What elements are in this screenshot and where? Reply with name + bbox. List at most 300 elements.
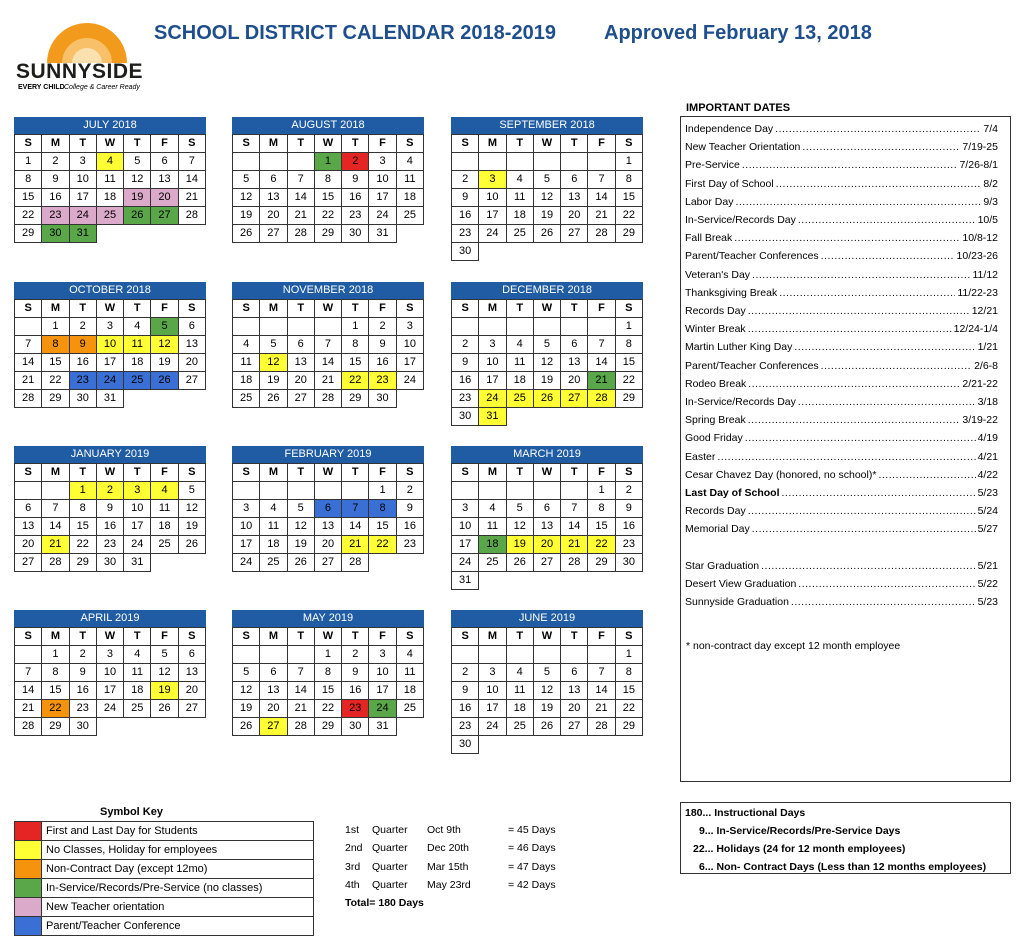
calendar-day: 1 [369, 482, 396, 500]
calendar-day: 10 [479, 354, 506, 372]
calendar-day: 20 [260, 207, 287, 225]
important-date-value: 12/24-1/4 [953, 323, 998, 336]
weekday-header: T [506, 628, 533, 646]
weekday-header: T [342, 300, 369, 318]
calendar-day: 19 [151, 354, 178, 372]
calendar-day: 4 [479, 500, 506, 518]
important-date-value: 5/27 [977, 523, 998, 536]
empty-day-cell [533, 318, 560, 336]
empty-day-cell [615, 572, 642, 590]
month-name: FEBRUARY 2019 [232, 446, 424, 463]
quarter-days: = 45 Days [508, 824, 556, 836]
calendar-day: 15 [314, 189, 341, 207]
calendar-day: 1 [615, 646, 642, 664]
month-name: MARCH 2019 [451, 446, 643, 463]
calendar-day: 7 [342, 500, 369, 518]
calendar-day: 11 [151, 500, 178, 518]
calendar-day: 17 [479, 372, 506, 390]
district-logo [14, 18, 146, 98]
important-date-label: Fall Break [685, 232, 733, 245]
weekday-header: S [178, 300, 205, 318]
empty-day-cell [561, 243, 588, 261]
month-name: JANUARY 2019 [14, 446, 206, 463]
calendar-day: 15 [369, 518, 396, 536]
weekday-header: T [287, 300, 314, 318]
weekday-header: S [15, 300, 42, 318]
calendar-day: 18 [96, 189, 123, 207]
weekday-header: S [15, 464, 42, 482]
empty-day-cell [561, 482, 588, 500]
calendar-day: 22 [615, 700, 642, 718]
weekday-header: W [314, 300, 341, 318]
calendar-day: 8 [314, 171, 341, 189]
calendar-day: 30 [69, 390, 96, 408]
dot-leader [798, 396, 976, 408]
calendar-day: 7 [588, 664, 615, 682]
calendar-day: 13 [260, 682, 287, 700]
important-date-row [685, 266, 1006, 284]
empty-day-cell [533, 153, 560, 171]
calendar-day: 3 [233, 500, 260, 518]
calendar-day: 28 [588, 390, 615, 408]
calendar-day: 1 [42, 646, 69, 664]
important-date-label: Last Day of School [685, 487, 780, 499]
weekday-header: S [615, 628, 642, 646]
important-date-label: Star Graduation [685, 559, 760, 572]
calendar-day: 24 [369, 207, 396, 225]
calendar-day: 1 [314, 646, 341, 664]
important-date-value: 2/6-8 [974, 359, 998, 372]
weekday-header: M [260, 135, 287, 153]
calendar-day: 3 [69, 153, 96, 171]
weekday-header: W [96, 628, 123, 646]
calendar-day: 18 [260, 536, 287, 554]
important-date-row [685, 156, 1006, 174]
instructional-days: 180... Instructional Days [685, 807, 806, 819]
weekday-header: F [151, 464, 178, 482]
calendar-day: 9 [452, 682, 479, 700]
calendar-day: 9 [342, 171, 369, 189]
important-date-value: 12/21 [971, 305, 998, 317]
calendar-day: 10 [396, 336, 423, 354]
calendar-day: 28 [178, 207, 205, 225]
empty-day-cell [561, 736, 588, 754]
empty-day-cell [124, 390, 151, 408]
empty-day-cell [588, 318, 615, 336]
calendar-day: 12 [233, 189, 260, 207]
calendar-day: 21 [287, 700, 314, 718]
important-dates-box [680, 116, 1011, 782]
calendar-day: 6 [561, 171, 588, 189]
calendar-day: 9 [452, 354, 479, 372]
calendar-day: 5 [533, 664, 560, 682]
calendar-day: 22 [615, 207, 642, 225]
empty-day-cell [178, 390, 205, 408]
calendar-day: 10 [369, 171, 396, 189]
weekday-header: F [369, 300, 396, 318]
calendar-day: 10 [96, 336, 123, 354]
calendar-day: 8 [15, 171, 42, 189]
calendar-day: 2 [396, 482, 423, 500]
empty-day-cell [506, 408, 533, 426]
calendar-day: 25 [396, 207, 423, 225]
weekday-header: S [452, 300, 479, 318]
calendar-day: 31 [69, 225, 96, 243]
empty-day-cell [151, 718, 178, 736]
month-name: NOVEMBER 2018 [232, 282, 424, 299]
important-date-label: Labor Day [685, 195, 734, 208]
quarter-num: 4th [345, 878, 360, 891]
weekday-header: S [178, 628, 205, 646]
calendar-day: 12 [533, 189, 560, 207]
calendar-day: 28 [287, 718, 314, 736]
calendar-day: 20 [15, 536, 42, 554]
important-date-value: 8/2 [983, 177, 998, 190]
empty-day-cell [396, 718, 423, 736]
empty-day-cell [396, 390, 423, 408]
weekday-header: S [233, 464, 260, 482]
calendar-day: 13 [314, 518, 341, 536]
calendar-day: 6 [260, 664, 287, 682]
calendar-day: 10 [124, 500, 151, 518]
month-calendar [451, 446, 643, 590]
symbol-key-row [14, 879, 314, 898]
symbol-key-row [14, 821, 314, 841]
calendar-day: 21 [314, 372, 341, 390]
empty-day-cell [287, 153, 314, 171]
calendar-day: 17 [96, 682, 123, 700]
calendar-day: 9 [615, 500, 642, 518]
calendar-day: 14 [314, 354, 341, 372]
calendar-day: 8 [588, 500, 615, 518]
dot-leader [821, 250, 955, 262]
quarter-date: Oct 9th [427, 824, 461, 836]
calendar-day: 24 [369, 700, 396, 718]
empty-day-cell [178, 225, 205, 243]
empty-day-cell [479, 153, 506, 171]
calendar-day: 22 [369, 536, 396, 554]
calendar-day: 18 [506, 207, 533, 225]
quarter-days: = 47 Days [508, 860, 556, 873]
calendar-day: 26 [178, 536, 205, 554]
footnote: * non-contract day except 12 month employee [686, 640, 901, 652]
calendar-day: 2 [342, 646, 369, 664]
empty-day-cell [314, 318, 341, 336]
empty-day-cell [124, 718, 151, 736]
quarter-word: Quarter [372, 878, 408, 891]
calendar-day: 8 [314, 664, 341, 682]
calendar-day: 22 [42, 372, 69, 390]
page-title: SCHOOL DISTRICT CALENDAR 2018-2019 [154, 22, 556, 44]
calendar-day: 20 [178, 682, 205, 700]
calendar-day: 1 [588, 482, 615, 500]
calendar-day: 20 [533, 536, 560, 554]
calendar-day: 24 [452, 554, 479, 572]
calendar-day: 14 [342, 518, 369, 536]
calendar-day: 27 [314, 554, 341, 572]
calendar-day: 8 [42, 336, 69, 354]
calendar-day: 6 [561, 664, 588, 682]
weekday-header: F [151, 135, 178, 153]
important-date-row [685, 120, 1006, 138]
calendar-day: 9 [42, 171, 69, 189]
important-date-row [685, 520, 1006, 538]
calendar-day: 12 [151, 336, 178, 354]
dot-leader [745, 432, 976, 444]
calendar-day: 26 [124, 207, 151, 225]
weekday-header: T [124, 135, 151, 153]
calendar-day: 4 [506, 171, 533, 189]
dot-leader [748, 414, 961, 426]
empty-day-cell [452, 646, 479, 664]
important-date-value: 10/5 [977, 214, 998, 226]
calendar-day: 18 [124, 354, 151, 372]
weekday-header: T [561, 135, 588, 153]
calendar-day: 26 [260, 390, 287, 408]
calendar-day: 24 [233, 554, 260, 572]
important-date-value: 10/23-26 [956, 250, 998, 263]
calendar-day: 16 [42, 189, 69, 207]
color-swatch [15, 822, 42, 840]
calendar-day: 5 [506, 500, 533, 518]
calendar-day: 26 [233, 718, 260, 736]
calendar-day: 3 [479, 664, 506, 682]
empty-day-cell [533, 736, 560, 754]
weekday-header: W [533, 135, 560, 153]
empty-day-cell [260, 153, 287, 171]
calendar-day: 3 [479, 171, 506, 189]
weekday-header: T [342, 464, 369, 482]
calendar-day: 16 [452, 372, 479, 390]
calendar-day: 29 [314, 718, 341, 736]
calendar-day: 16 [452, 700, 479, 718]
calendar-day: 27 [260, 718, 287, 736]
calendar-day: 17 [452, 536, 479, 554]
empty-day-cell [15, 318, 42, 336]
weekday-header: S [396, 628, 423, 646]
symbol-key-label: New Teacher orientation [46, 901, 165, 913]
dot-leader [748, 305, 970, 317]
calendar-day: 5 [178, 482, 205, 500]
calendar-day: 28 [15, 718, 42, 736]
calendar-day: 16 [396, 518, 423, 536]
important-date-label: Good Friday [685, 432, 743, 445]
empty-day-cell [233, 646, 260, 664]
weekday-header: T [287, 628, 314, 646]
calendar-day: 6 [178, 318, 205, 336]
calendar-day: 15 [69, 518, 96, 536]
weekday-header: M [479, 464, 506, 482]
calendar-day: 16 [615, 518, 642, 536]
empty-day-cell [396, 225, 423, 243]
important-date-value: 5/24 [977, 505, 998, 518]
calendar-day: 19 [124, 189, 151, 207]
calendar-day: 31 [124, 554, 151, 572]
calendar-day: 13 [178, 664, 205, 682]
calendar-day: 25 [396, 700, 423, 718]
month-calendar [451, 610, 643, 754]
calendar-day: 22 [314, 700, 341, 718]
weekday-header: F [588, 300, 615, 318]
empty-day-cell [506, 646, 533, 664]
calendar-day: 29 [615, 390, 642, 408]
calendar-day: 18 [151, 518, 178, 536]
dot-leader [776, 178, 982, 190]
calendar-day: 10 [233, 518, 260, 536]
calendar-day: 23 [69, 372, 96, 390]
month-calendar [232, 282, 424, 408]
symbol-key-label: Non-Contract Day (except 12mo) [46, 863, 208, 875]
calendar-day: 23 [42, 207, 69, 225]
calendar-day: 8 [369, 500, 396, 518]
weekday-header: F [588, 464, 615, 482]
calendar-day: 1 [342, 318, 369, 336]
weekday-header: M [42, 464, 69, 482]
calendar-day: 1 [615, 153, 642, 171]
calendar-day: 30 [342, 718, 369, 736]
calendar-day: 4 [124, 318, 151, 336]
empty-day-cell [479, 318, 506, 336]
calendar-day: 28 [15, 390, 42, 408]
calendar-day: 19 [506, 536, 533, 554]
calendar-day: 12 [260, 354, 287, 372]
calendar-day: 8 [69, 500, 96, 518]
important-date-row [685, 575, 1006, 593]
important-date-row [685, 193, 1006, 211]
calendar-day: 6 [178, 646, 205, 664]
calendar-day: 23 [342, 207, 369, 225]
calendar-day: 1 [15, 153, 42, 171]
empty-day-cell [561, 646, 588, 664]
dot-leader [779, 287, 955, 299]
quarter-num: 1st [345, 824, 360, 836]
empty-day-cell [479, 482, 506, 500]
calendar-day: 3 [369, 153, 396, 171]
calendar-day: 12 [287, 518, 314, 536]
days-totals-box [680, 802, 1011, 874]
weekday-header: T [342, 628, 369, 646]
calendar-day: 20 [151, 189, 178, 207]
quarter-days: = 46 Days [508, 842, 556, 855]
weekday-header: T [124, 300, 151, 318]
calendar-day: 5 [151, 646, 178, 664]
important-date-label: In-Service/Records Day [685, 396, 796, 408]
calendar-day: 29 [615, 225, 642, 243]
dot-leader [735, 196, 981, 208]
quarter-days: = 42 Days [508, 878, 556, 891]
dot-leader [821, 360, 972, 372]
empty-day-cell [479, 736, 506, 754]
important-date-label: Martin Luther King Day [685, 341, 793, 354]
color-swatch [15, 917, 42, 935]
important-date-value: 4/22 [977, 468, 998, 481]
weekday-header: W [96, 464, 123, 482]
month-name: AUGUST 2018 [232, 117, 424, 134]
calendar-day: 28 [314, 390, 341, 408]
calendar-day: 5 [533, 336, 560, 354]
calendar-day: 4 [396, 153, 423, 171]
calendar-day: 21 [15, 372, 42, 390]
calendar-day: 5 [287, 500, 314, 518]
calendar-day: 2 [69, 646, 96, 664]
empty-day-cell [178, 554, 205, 572]
weekday-header: F [369, 464, 396, 482]
important-date-value: 5/22 [977, 577, 998, 590]
calendar-day: 4 [260, 500, 287, 518]
calendar-day: 12 [178, 500, 205, 518]
calendar-day: 25 [124, 700, 151, 718]
empty-day-cell [588, 153, 615, 171]
month-calendar [232, 610, 424, 736]
dot-leader [742, 159, 958, 171]
weekday-header: T [69, 300, 96, 318]
calendar-day: 14 [588, 682, 615, 700]
calendar-day: 27 [15, 554, 42, 572]
empty-day-cell [506, 318, 533, 336]
empty-day-cell [151, 554, 178, 572]
weekday-header: M [479, 135, 506, 153]
calendar-day: 12 [124, 171, 151, 189]
calendar-day: 23 [342, 700, 369, 718]
color-swatch [15, 879, 42, 897]
quarter-date: May 23rd [427, 878, 471, 891]
calendar-day: 23 [69, 700, 96, 718]
calendar-day: 29 [42, 718, 69, 736]
important-date-value: 5/23 [977, 487, 998, 499]
calendar-day: 29 [342, 390, 369, 408]
empty-day-cell [506, 572, 533, 590]
calendar-day: 3 [452, 500, 479, 518]
important-date-value: 11/12 [972, 268, 998, 281]
calendar-day: 16 [342, 682, 369, 700]
calendar-day: 24 [69, 207, 96, 225]
empty-day-cell [287, 318, 314, 336]
empty-day-cell [615, 243, 642, 261]
important-date-label: Veteran's Day [685, 268, 751, 281]
empty-day-cell [96, 225, 123, 243]
weekday-header: S [396, 135, 423, 153]
important-date-row [685, 466, 1006, 484]
calendar-day: 23 [96, 536, 123, 554]
calendar-day: 18 [506, 372, 533, 390]
calendar-day: 28 [561, 554, 588, 572]
important-date-row [685, 247, 1006, 265]
important-date-row [685, 557, 1006, 575]
calendar-day: 15 [588, 518, 615, 536]
calendar-day: 31 [96, 390, 123, 408]
empty-day-cell [96, 718, 123, 736]
empty-day-cell [561, 572, 588, 590]
month-calendar [232, 446, 424, 572]
calendar-day: 29 [588, 554, 615, 572]
calendar-day: 21 [588, 700, 615, 718]
calendar-day: 21 [588, 207, 615, 225]
calendar-day: 19 [533, 207, 560, 225]
calendar-day: 20 [561, 207, 588, 225]
weekday-header: T [561, 628, 588, 646]
calendar-day: 31 [452, 572, 479, 590]
quarter-word: Quarter [372, 842, 408, 855]
calendar-day: 18 [233, 372, 260, 390]
calendar-day: 31 [479, 408, 506, 426]
calendar-day: 27 [533, 554, 560, 572]
calendar-day: 17 [233, 536, 260, 554]
dot-leader [775, 123, 981, 135]
calendar-day: 18 [396, 682, 423, 700]
calendar-day: 30 [452, 243, 479, 261]
weekday-header: W [314, 464, 341, 482]
dot-leader [734, 232, 960, 244]
